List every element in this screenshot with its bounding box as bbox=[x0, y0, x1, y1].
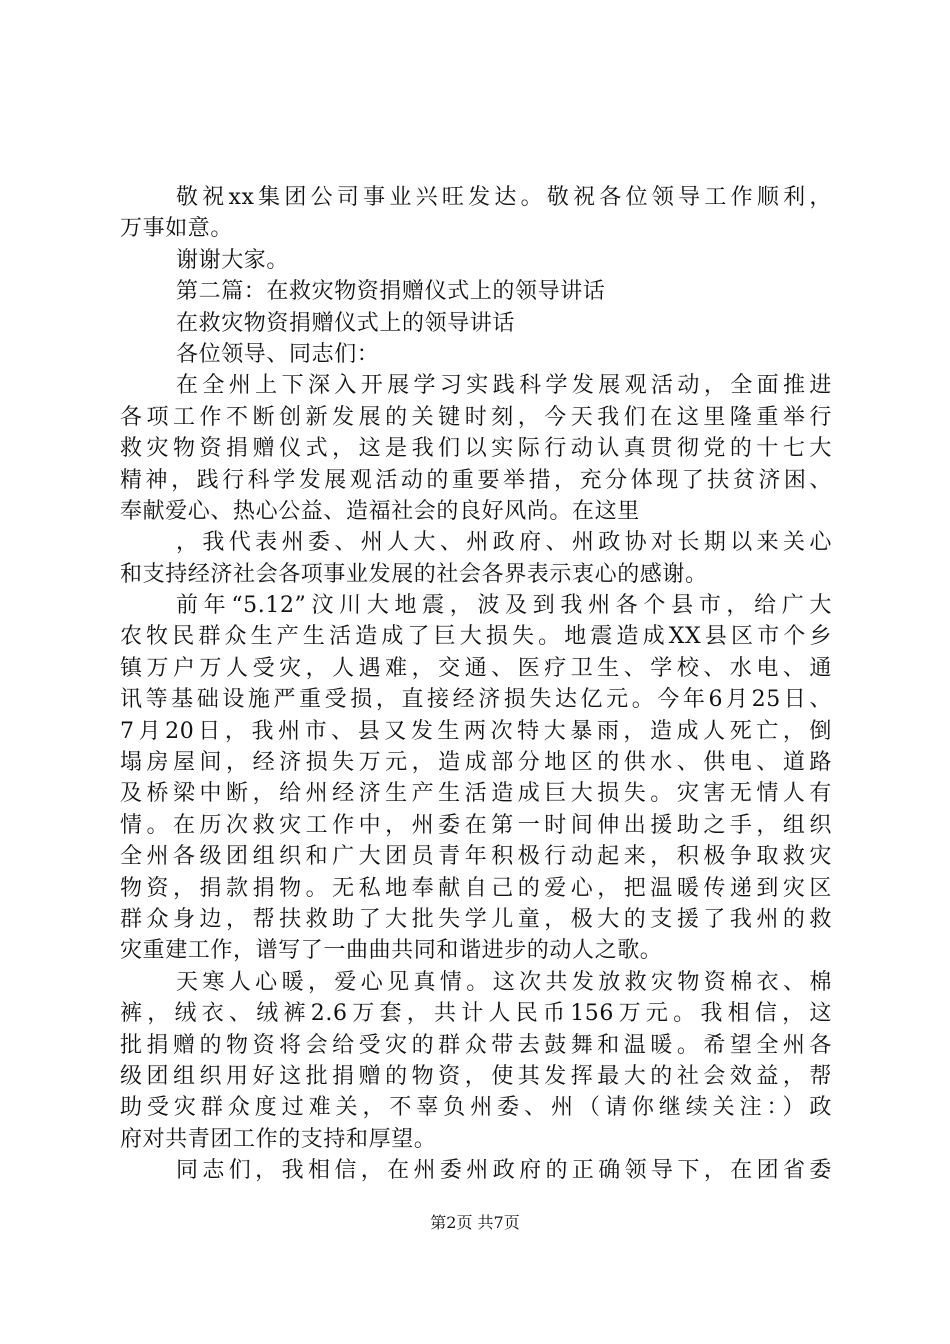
text-line: 天寒人心暖，爱心见真情。这次共发放救灾物资棉衣、棉 bbox=[176, 969, 832, 995]
text-line: 情。在历次救灾工作中，州委在第一时间伸出援助之手，组织 bbox=[120, 812, 832, 838]
text-line: 万事如意。 bbox=[120, 216, 234, 242]
text-line: 批捐赠的物资将会给受灾的群众带去鼓舞和温暖。希望全州各 bbox=[120, 1032, 832, 1058]
text-line: 级团组织用好这批捐赠的物资，使其发挥最大的社会效益，帮 bbox=[120, 1063, 832, 1089]
text-line: 灾重建工作，谱写了一曲曲共同和谐进步的动人之歌。 bbox=[120, 938, 663, 964]
text-line: 物资，捐款捐物。无私地奉献自己的爱心，把温暖传递到灾区 bbox=[120, 875, 832, 901]
page-footer: 第2页 共7页 bbox=[430, 1213, 520, 1232]
text-line: 各位领导、同志们： bbox=[176, 341, 380, 367]
text-line: 在全州上下深入开展学习实践科学发展观活动，全面推进 bbox=[176, 373, 832, 399]
text-line: 奉献爱心、热心公益、造福社会的良好风尚。在这里 bbox=[120, 498, 640, 524]
text-line: ，我代表州委、州人大、州政府、州政协对长期以来关心 bbox=[176, 530, 832, 556]
text-line: 全州各级团组织和广大团员青年积极行动起来，积极争取救灾 bbox=[120, 844, 832, 870]
text-line: 农牧民群众生产生活造成了巨大损失。地震造成XX县区市个乡 bbox=[120, 624, 832, 650]
text-line: 敬祝xx集团公司事业兴旺发达。敬祝各位领导工作顺利， bbox=[176, 185, 832, 210]
text-line: 各项工作不断创新发展的关键时刻，今天我们在这里隆重举行 bbox=[120, 404, 832, 430]
text-line: 在救灾物资捐赠仪式上的领导讲话 bbox=[176, 310, 516, 336]
document-body bbox=[120, 182, 832, 1187]
text-line: 救灾物资捐赠仪式，这是我们以实际行动认真贯彻党的十七大 bbox=[120, 436, 832, 462]
text-line: 同志们，我相信，在州委州政府的正确领导下，在团省委 bbox=[176, 1158, 832, 1184]
text-line: 谢谢大家。 bbox=[176, 247, 290, 273]
text-line: 精神，践行科学发展观活动的重要举措，充分体现了扶贫济困、 bbox=[120, 467, 832, 493]
text-line: 群众身边，帮扶救助了大批失学儿童，极大的支援了我州的救 bbox=[120, 906, 832, 932]
text-line: 7月20日，我州市、县又发生两次特大暴雨，造成人死亡，倒 bbox=[120, 718, 832, 744]
text-line: 及桥梁中断，给州经济生产生活造成巨大损失。灾害无情人有 bbox=[120, 781, 832, 807]
text-line: 镇万户万人受灾，人遇难，交通、医疗卫生、学校、水电、通 bbox=[120, 655, 832, 681]
text-line: 塌房屋间，经济损失万元，造成部分地区的供水、供电、道路 bbox=[120, 750, 832, 776]
text-line: 第二篇：在救灾物资捐赠仪式上的领导讲话 bbox=[176, 279, 606, 305]
text-line: 讯等基础设施严重受损，直接经济损失达亿元。今年6月25日、 bbox=[120, 687, 832, 713]
text-line: 前年“5.12”汶川大地震，波及到我州各个县市，给广大 bbox=[176, 593, 832, 619]
text-line: 府对共青团工作的支持和厚望。 bbox=[120, 1126, 437, 1152]
text-line: 裤，绒衣、绒裤2.6万套，共计人民币156万元。我相信，这 bbox=[120, 1001, 832, 1027]
text-line: 助受灾群众度过难关，不辜负州委、州（请你继续关注：）政 bbox=[120, 1095, 832, 1121]
text-line: 和支持经济社会各项事业发展的社会各界表示衷心的感谢。 bbox=[120, 561, 708, 587]
